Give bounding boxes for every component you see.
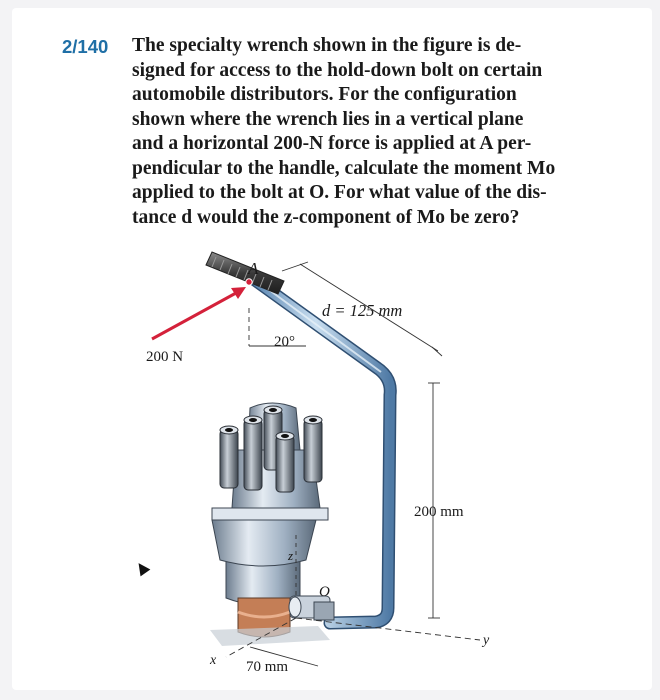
vertical-dimension-label: 200 mm bbox=[414, 504, 464, 520]
z-axis-label: z bbox=[288, 548, 294, 563]
y-axis-label: y bbox=[483, 633, 490, 648]
distance-label: d = 125 mm bbox=[322, 301, 403, 320]
problem-line: automobile distributors. For the configuration bbox=[132, 84, 517, 105]
distributor bbox=[210, 403, 334, 646]
problem-line: signed for access to the hold-down bolt on certain bbox=[132, 59, 543, 81]
problem-line: pendicular to the handle, calculate the moment Mo bbox=[132, 157, 556, 179]
problem-line: and a horizontal 200-N force is applied at A per- bbox=[132, 133, 532, 154]
point-a-marker bbox=[246, 279, 252, 285]
angle-label: 20° bbox=[274, 334, 295, 350]
problem-line: The specialty wrench shown in the figure is de- bbox=[132, 35, 522, 56]
point-a-label: A bbox=[248, 259, 259, 278]
x-axis-label: x bbox=[210, 653, 217, 668]
problem-number: 2/140 bbox=[62, 36, 109, 57]
problem-line: shown where the wrench lies in a vertical plane bbox=[132, 108, 524, 130]
problem-line: tance d would the z-component of Mo be zero? bbox=[132, 206, 520, 228]
force-label: 200 N bbox=[146, 349, 184, 365]
dim-tick bbox=[432, 347, 442, 356]
problem-line: applied to the bolt at O. For what value of the dis- bbox=[132, 182, 547, 203]
origin-label: O bbox=[319, 584, 330, 600]
force-arrow bbox=[152, 287, 246, 339]
horizontal-dimension-label: 70 mm bbox=[246, 659, 289, 675]
